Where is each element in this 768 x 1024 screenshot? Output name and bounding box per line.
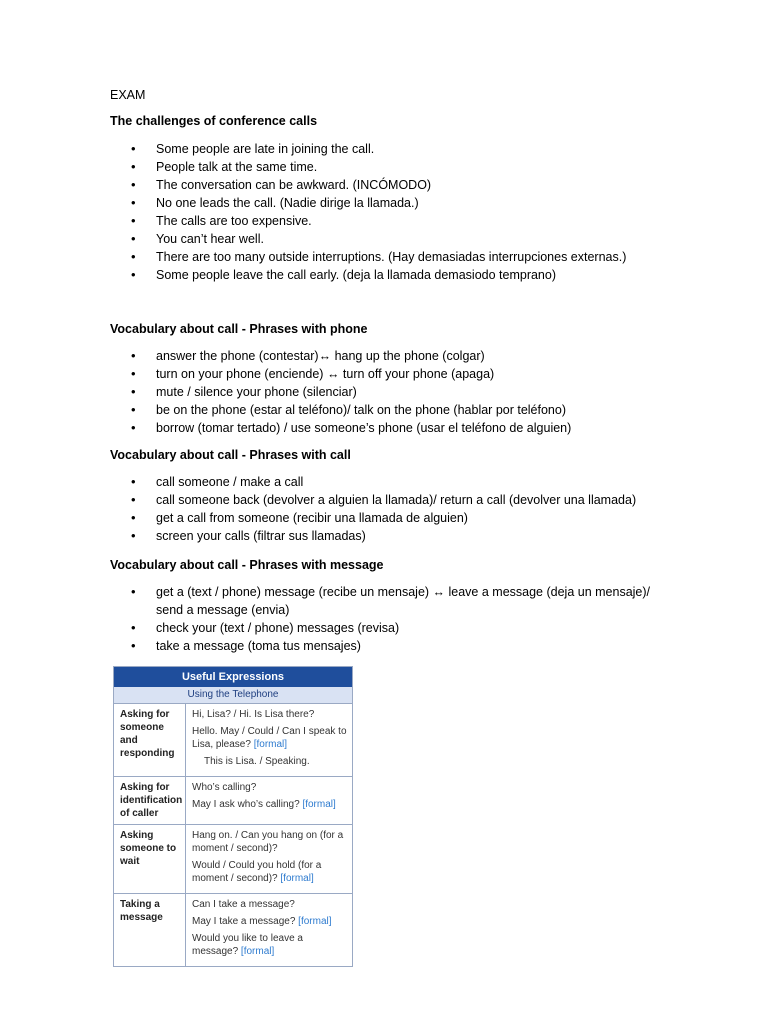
row-content bbox=[186, 825, 352, 893]
expression: This is Lisa. / Speaking. bbox=[204, 756, 310, 767]
expression bbox=[192, 915, 348, 928]
phone-phrases-list bbox=[110, 347, 571, 437]
useful-expressions-table bbox=[113, 666, 353, 967]
heading-phrases-call: Vocabulary about call - Phrases with call bbox=[110, 448, 351, 462]
exam-label: EXAM bbox=[110, 88, 146, 102]
expression: Hi, Lisa? / Hi. Is Lisa there? bbox=[192, 709, 315, 720]
row-label: Taking a message bbox=[114, 894, 186, 966]
row-label: Asking someone to wait bbox=[114, 825, 186, 893]
list-item: • Some people leave the call early. (deja la llamada demasiodo temprano) bbox=[110, 266, 626, 284]
row-content bbox=[186, 704, 352, 776]
formal-tag: [formal] bbox=[302, 799, 336, 810]
table-row bbox=[114, 894, 352, 966]
formal-tag: [formal] bbox=[240, 946, 275, 957]
formal-tag: [formal] bbox=[298, 916, 332, 927]
formal-tag: [formal] bbox=[253, 739, 288, 750]
list-item: • answer the phone (contestar)↔ hang up the phone (colgar) bbox=[110, 347, 571, 365]
list-item: • call someone back (devolver a alguien la llamada)/ return a call (devolver una llamada) bbox=[110, 491, 636, 509]
expression-text: May I take a message? bbox=[192, 916, 296, 927]
row-label: Asking for identification of caller bbox=[114, 777, 186, 824]
list-item: • The conversation can be awkward. (INCÓMODO) bbox=[110, 176, 626, 194]
table-row bbox=[114, 777, 352, 825]
table-subtitle: Using the Telephone bbox=[114, 687, 352, 704]
list-item: • The calls are too expensive. bbox=[110, 212, 626, 230]
heading-conference-calls: The challenges of conference calls bbox=[110, 114, 318, 128]
list-item: • No one leads the call. (Nadie dirige la llamada.) bbox=[110, 194, 626, 212]
expression bbox=[192, 932, 348, 958]
list-item: • check your (text / phone) messages (revisa) bbox=[110, 619, 656, 637]
heading-phrases-message: Vocabulary about call - Phrases with message bbox=[110, 558, 384, 572]
list-item: • Some people are late in joining the call. bbox=[110, 140, 626, 158]
expression bbox=[192, 725, 348, 751]
expression: Can I take a message? bbox=[192, 899, 295, 910]
heading-phrases-phone: Vocabulary about call - Phrases with phone bbox=[110, 322, 368, 336]
list-item: • turn on your phone (enciende) ↔ turn off your phone (apaga) bbox=[110, 365, 571, 383]
list-item: • There are too many outside interruptions. (Hay demasiadas interrupciones externas.) bbox=[110, 248, 626, 266]
list-item: • People talk at the same time. bbox=[110, 158, 626, 176]
message-phrases-list bbox=[110, 583, 656, 655]
challenges-list bbox=[110, 140, 626, 284]
expression-text: Would you like to leave a message? bbox=[192, 933, 303, 957]
list-item: • screen your calls (filtrar sus llamadas) bbox=[110, 527, 636, 545]
list-item: • take a message (toma tus mensajes) bbox=[110, 637, 656, 655]
expression-text: Would / Could you hold (for a moment / second)? bbox=[192, 860, 322, 884]
row-label: Asking for someone and responding bbox=[114, 704, 186, 776]
expression-text: May I ask who’s calling? bbox=[192, 799, 300, 810]
list-item: • mute / silence your phone (silenciar) bbox=[110, 383, 571, 401]
expression: Hang on. / Can you hang on (for a moment / second)? bbox=[192, 830, 344, 854]
list-item: • get a call from someone (recibir una llamada de alguien) bbox=[110, 509, 636, 527]
formal-tag: [formal] bbox=[280, 873, 314, 884]
row-content bbox=[186, 777, 352, 824]
table-title: Useful Expressions bbox=[114, 667, 352, 687]
list-item: • be on the phone (estar al teléfono)/ talk on the phone (hablar por teléfono) bbox=[110, 401, 571, 419]
list-item: • call someone / make a call bbox=[110, 473, 636, 491]
list-item: • You can’t hear well. bbox=[110, 230, 626, 248]
table-row bbox=[114, 825, 352, 894]
expression bbox=[192, 798, 348, 811]
list-item: • get a (text / phone) message (recibe un mensaje) ↔ leave a message (deja un mensaje)/ send a message (envia) bbox=[110, 583, 656, 619]
expression: Who’s calling? bbox=[192, 782, 257, 793]
list-item: • borrow (tomar tertado) / use someone’s phone (usar el teléfono de alguien) bbox=[110, 419, 571, 437]
expression bbox=[192, 859, 348, 885]
table-row bbox=[114, 704, 352, 777]
expression-text: Hello. May / Could / Can I speak to Lisa, please? bbox=[192, 726, 347, 750]
row-content bbox=[186, 894, 352, 966]
call-phrases-list bbox=[110, 473, 636, 545]
